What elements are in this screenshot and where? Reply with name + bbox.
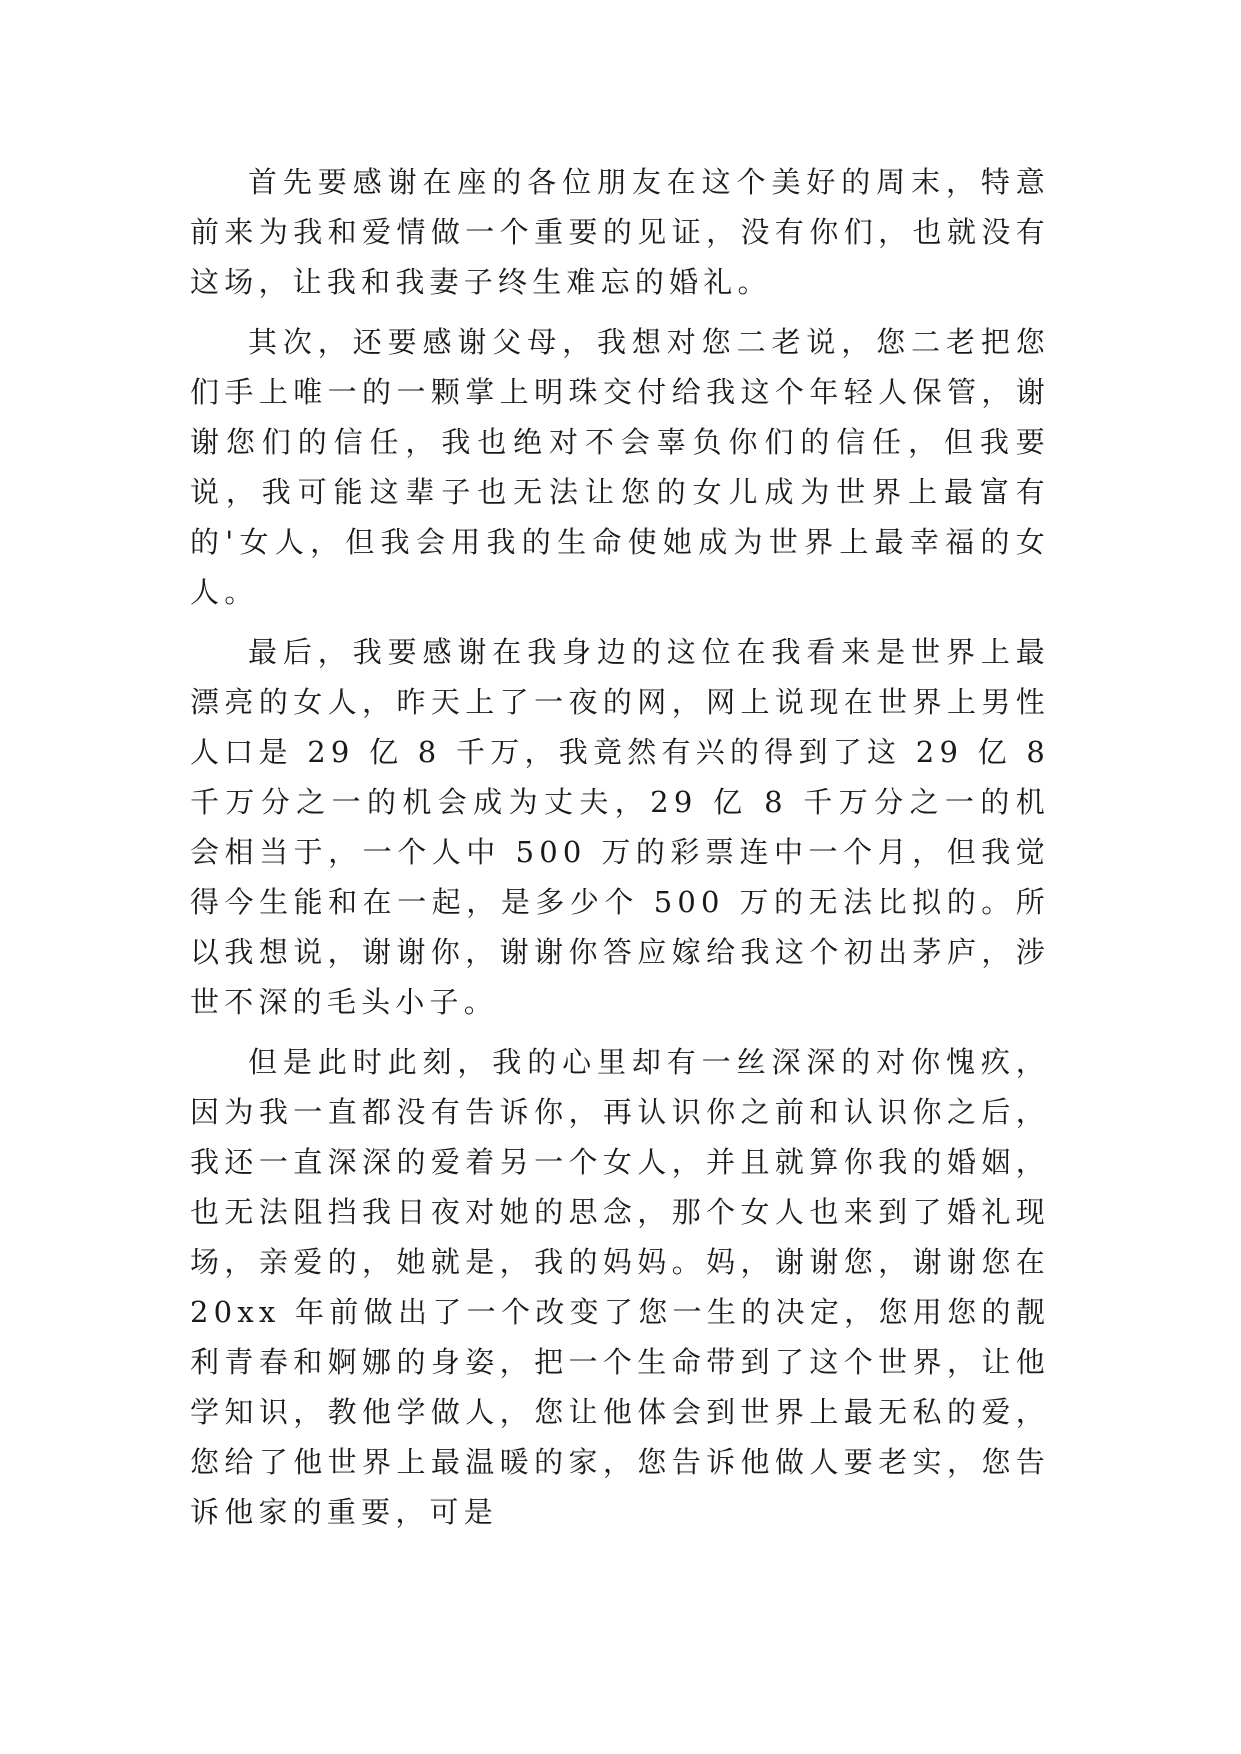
- document-body: [190, 157, 1050, 1547]
- paragraph-thanks-wife: 最后，我要感谢在我身边的这位在我看来是世界上最漂亮的女人，昨天上了一夜的网，网上说现在世界上男性人口是 29 亿 8 千万，我竟然有兴的得到了这 29 亿 8 千万分之一的机会成为丈夫，29 亿 8 千万分之一的机会相当于，一个人中 500 万的彩票连中一个月，但我觉得今生能和在一起，是多少个 500 万的无法比拟的。所以我想说，谢谢你，谢谢你答应嫁给我这个初出茅庐，涉世不深的毛头小子。: [190, 635, 1050, 1019]
- paragraph-thanks-parents: 其次，还要感谢父母，我想对您二老说，您二老把您们手上唯一的一颗掌上明珠交付给我这个年轻人保管，谢谢您们的信任，我也绝对不会辜负你们的信任，但我要说，我可能这辈子也无法让您的女儿成为世界上最富有的'女人，但我会用我的生命使她成为世界上最幸福的女人。: [190, 325, 1050, 609]
- paragraph-thanks-guests: 首先要感谢在座的各位朋友在这个美好的周末，特意前来为我和爱情做一个重要的见证，没有你们，也就没有这场，让我和我妻子终生难忘的婚礼。: [190, 165, 1050, 299]
- paragraph-thanks-mother: 但是此时此刻，我的心里却有一丝深深的对你愧疚，因为我一直都没有告诉你，再认识你之前和认识你之后，我还一直深深的爱着另一个女人，并且就算你我的婚姻，也无法阻挡我日夜对她的思念，那个女人也来到了婚礼现场，亲爱的，她就是，我的妈妈。妈，谢谢您，谢谢您在 20xx 年前做出了一个改变了您一生的决定，您用您的靓利青春和婀娜的身姿，把一个生命带到了这个世界，让他学知识，教他学做人，您让他体会到世界上最无私的爱，您给了他世界上最温暖的家，您告诉他做人要老实，您告诉他家的重要，可是: [190, 1045, 1050, 1529]
